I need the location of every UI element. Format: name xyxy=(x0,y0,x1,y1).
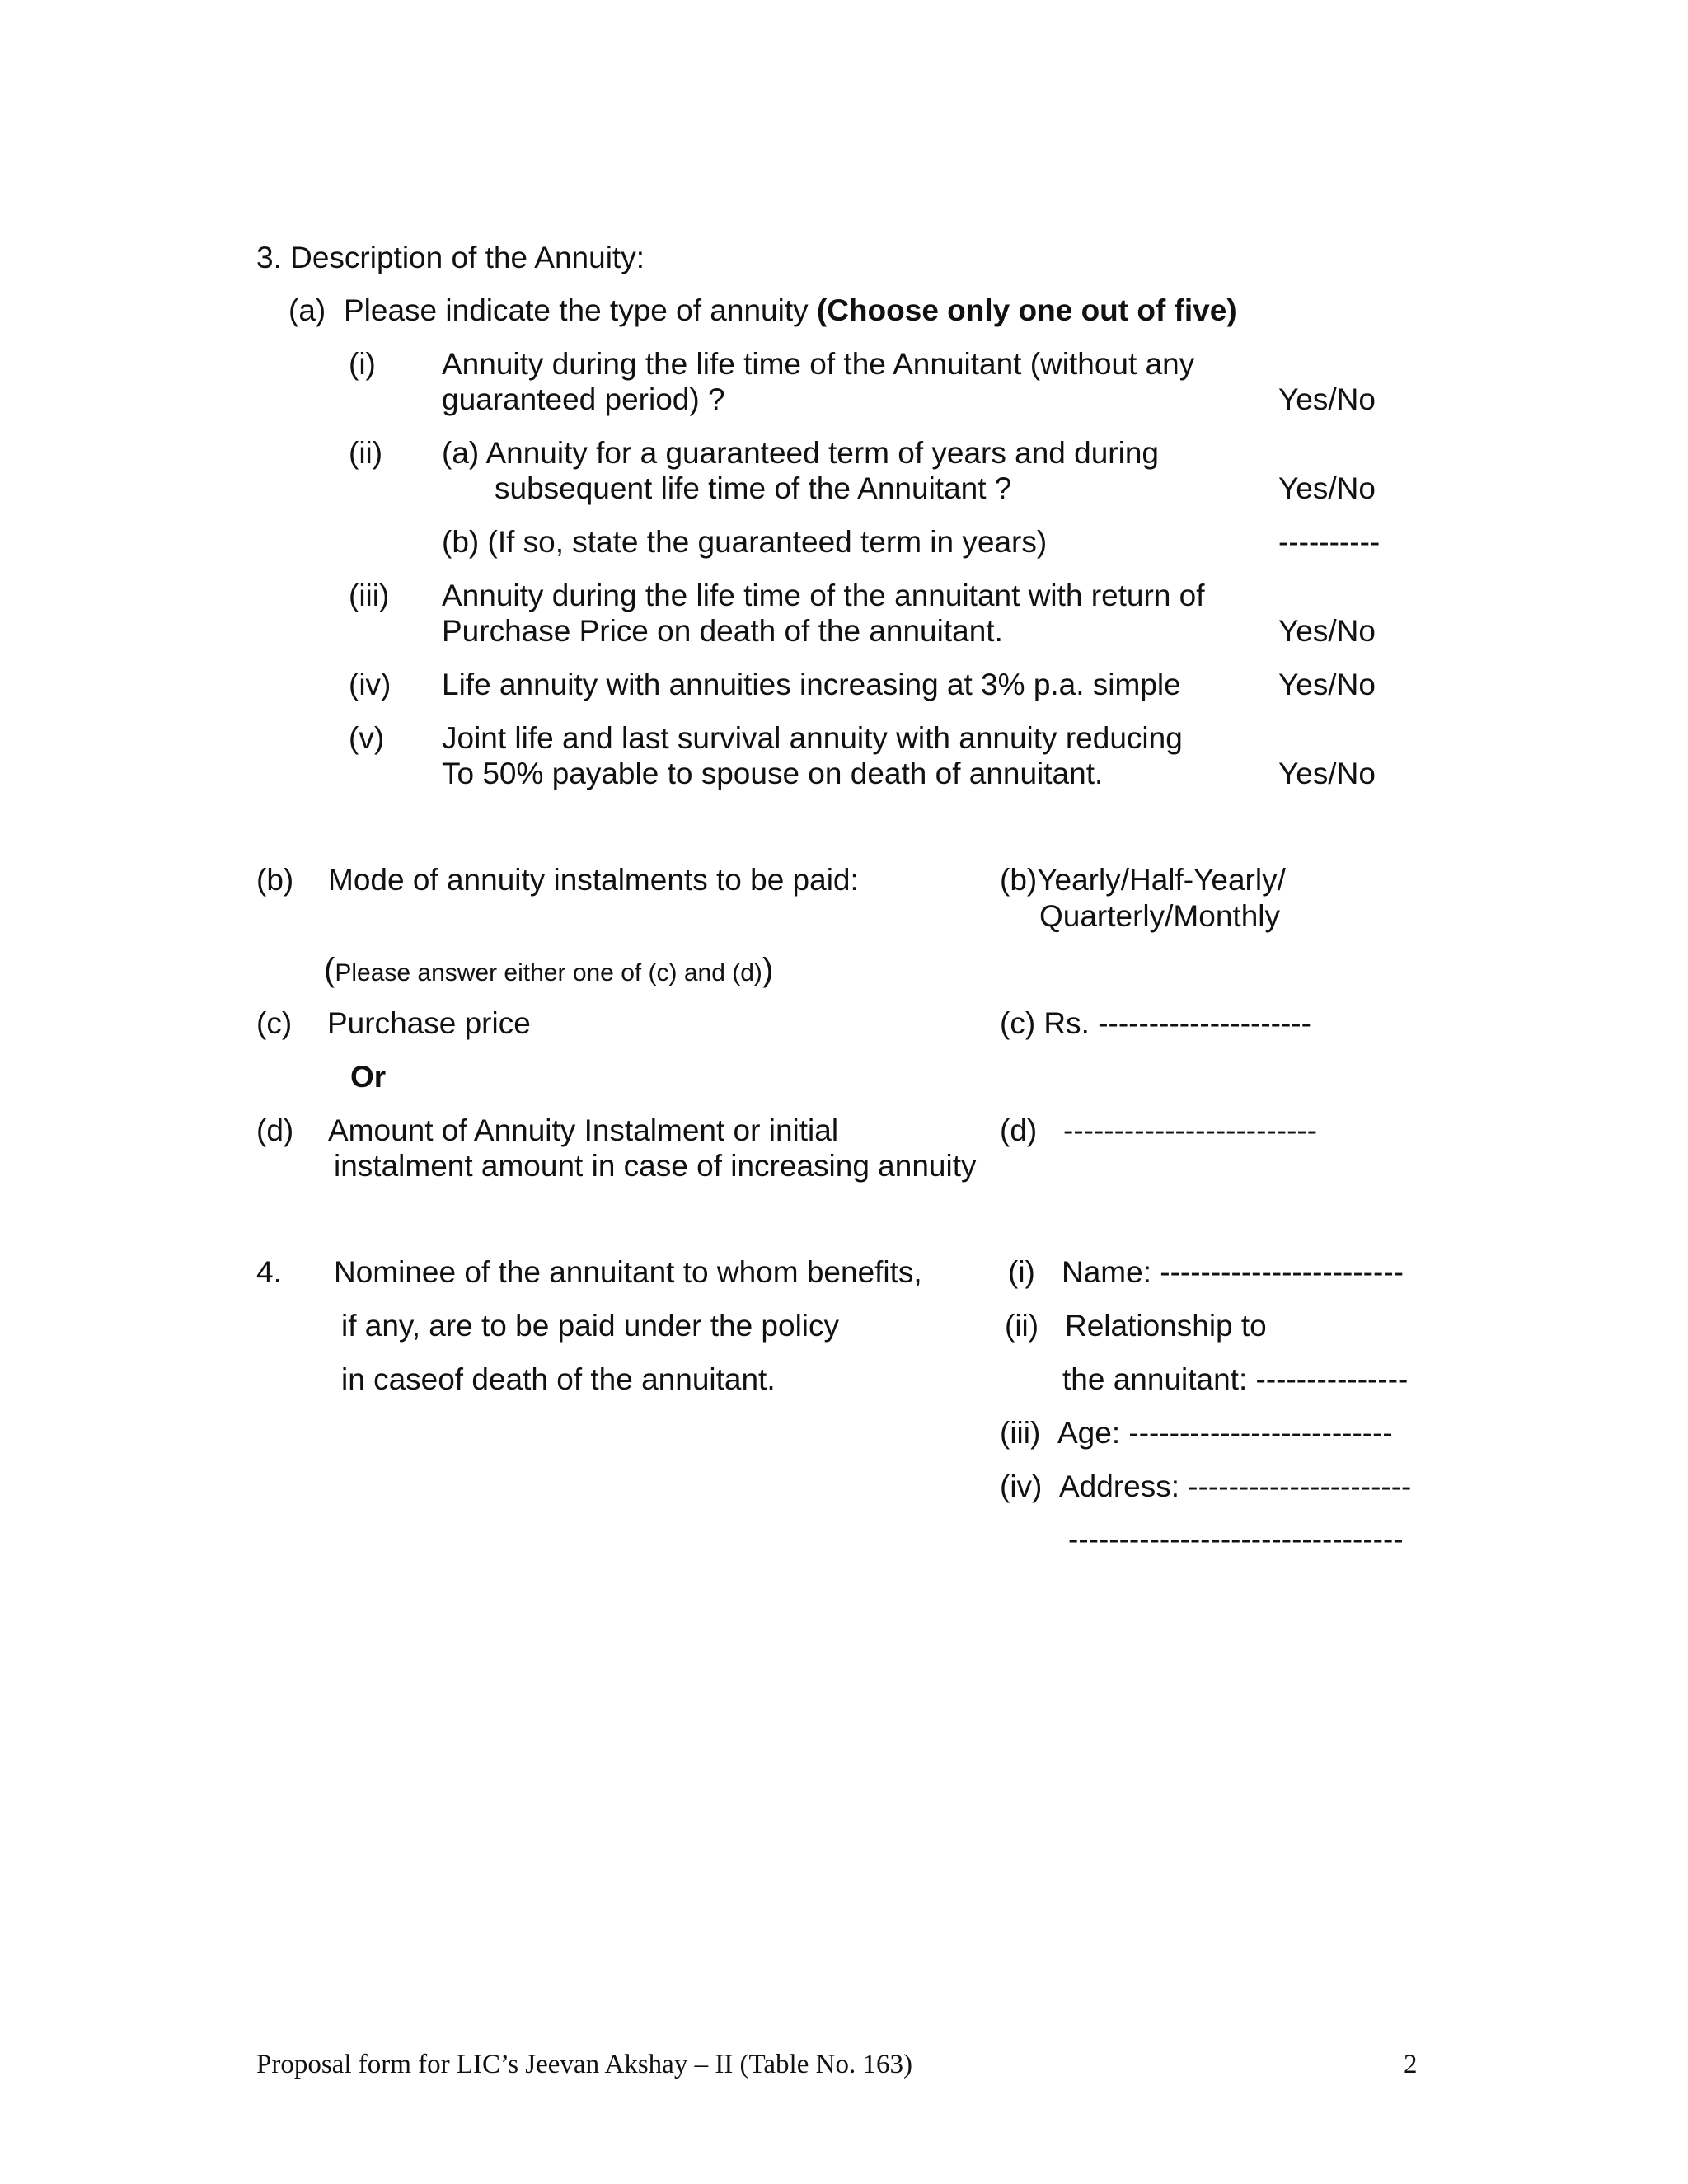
option-iv-answer[interactable]: Yes/No xyxy=(1278,668,1376,701)
nominee-age-field[interactable]: Age: -------------------------- xyxy=(1057,1416,1393,1450)
section-4-line2: if any, are to be paid under the policy xyxy=(341,1309,840,1343)
nominee-name-label: (i) xyxy=(1008,1255,1035,1289)
item-b-label: (b) xyxy=(256,863,294,897)
nominee-age-label: (iii) xyxy=(1000,1416,1041,1450)
section-4-line1: Nominee of the annuitant to whom benefits, xyxy=(334,1255,922,1289)
or-separator: Or xyxy=(350,1060,387,1094)
option-ii-line2: subsequent life time of the Annuitant ? xyxy=(495,471,1012,505)
page-number: 2 xyxy=(1404,2050,1418,2079)
option-i-line1: Annuity during the life time of the Annuitant (without any xyxy=(442,347,1195,381)
item-a-instruction: (Choose only one out of five) xyxy=(816,293,1237,327)
option-v-line2: To 50% payable to spouse on death of annuitant. xyxy=(442,757,1104,790)
nominee-address-field-line2[interactable]: --------------------------------- xyxy=(1068,1522,1404,1556)
item-c-label: (c) xyxy=(256,1006,293,1040)
mode-options-line2[interactable]: Quarterly/Monthly xyxy=(1039,899,1280,933)
nominee-address-field[interactable]: Address: ---------------------- xyxy=(1059,1469,1412,1503)
option-i-line2: guaranteed period) ? xyxy=(442,382,725,416)
guaranteed-term-blank[interactable]: ---------- xyxy=(1278,525,1381,559)
item-a-question: Please indicate the type of annuity xyxy=(344,293,809,327)
note-close-paren: ) xyxy=(762,952,774,988)
note-open-paren: ( xyxy=(324,952,335,988)
option-iii-line2: Purchase Price on death of the annuitant. xyxy=(442,614,1003,648)
note-text: Please answer either one of (c) and (d) xyxy=(335,959,762,987)
option-iv-num: (iv) xyxy=(349,668,392,701)
footer-text: Proposal form for LIC’s Jeevan Akshay – II (Table No. 163) xyxy=(256,2050,912,2079)
option-i-answer[interactable]: Yes/No xyxy=(1278,382,1376,416)
option-iii-num: (iii) xyxy=(349,579,390,612)
annuity-amount-label: (d) xyxy=(1000,1113,1038,1147)
nominee-relationship-field[interactable]: the annuitant: --------------- xyxy=(1062,1362,1409,1396)
item-d-label: (d) xyxy=(256,1113,294,1147)
item-a-label: (a) xyxy=(288,293,326,327)
option-v-answer[interactable]: Yes/No xyxy=(1278,757,1376,790)
item-b-text: Mode of annuity instalments to be paid: xyxy=(328,863,859,897)
section-4-num: 4. xyxy=(256,1255,282,1289)
option-i-num: (i) xyxy=(349,347,376,381)
option-ii-num: (ii) xyxy=(349,436,383,470)
annuity-amount-field[interactable]: ------------------------- xyxy=(1063,1113,1318,1147)
option-iii-answer[interactable]: Yes/No xyxy=(1278,614,1376,648)
section-3-title: 3. Description of the Annuity: xyxy=(256,241,645,274)
item-d-line2: instalment amount in case of increasing annuity xyxy=(334,1149,977,1183)
option-iv-line1: Life annuity with annuities increasing at 3% p.a. simple xyxy=(442,668,1181,701)
nominee-relationship-label: (ii) xyxy=(1005,1309,1039,1343)
item-c-text: Purchase price xyxy=(327,1006,531,1040)
answer-either-note xyxy=(324,952,773,991)
mode-options-line1[interactable]: (b)Yearly/Half-Yearly/ xyxy=(1000,863,1286,897)
section-4-line3: in caseof death of the annuitant. xyxy=(341,1362,776,1396)
option-v-line1: Joint life and last survival annuity with annuity reducing xyxy=(442,721,1183,755)
item-a-text xyxy=(344,293,1237,329)
nominee-name-field[interactable]: Name: ------------------------ xyxy=(1062,1255,1404,1289)
option-ii-line1: (a) Annuity for a guaranteed term of years and during xyxy=(442,436,1160,470)
option-ii-sub-b: (b) (If so, state the guaranteed term in years) xyxy=(442,525,1048,559)
nominee-address-label: (iv) xyxy=(1000,1469,1043,1503)
nominee-relationship-text: Relationship to xyxy=(1065,1309,1267,1343)
option-v-num: (v) xyxy=(349,721,385,755)
option-ii-answer[interactable]: Yes/No xyxy=(1278,471,1376,505)
option-iii-line1: Annuity during the life time of the annuitant with return of xyxy=(442,579,1205,612)
purchase-price-field[interactable]: (c) Rs. --------------------- xyxy=(1000,1006,1311,1040)
item-d-line1: Amount of Annuity Instalment or initial xyxy=(328,1113,839,1147)
